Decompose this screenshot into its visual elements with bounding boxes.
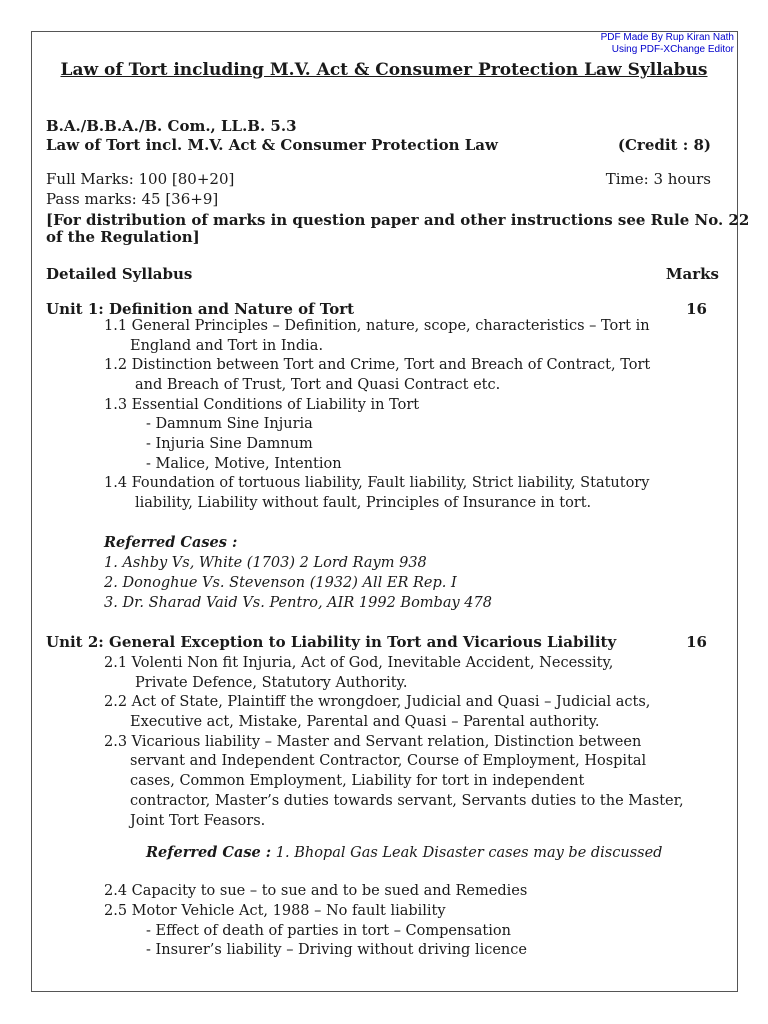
- unit-2-line: Joint Tort Feasors.: [130, 813, 266, 829]
- marks-heading: Marks: [665, 265, 719, 283]
- referred-case-text: 1. Bhopal Gas Leak Disaster cases may be discussed: [271, 845, 663, 861]
- unit-2-line: contractor, Master’s duties towards servant, Servants duties to the Master,: [130, 793, 684, 809]
- unit-2-line: 2.3 Vicarious liability – Master and Servant relation, Distinction between: [104, 734, 642, 750]
- unit-2-marks: 16: [686, 633, 707, 651]
- referred-cases-heading: Referred Cases :: [104, 534, 238, 551]
- unit-1-line: 1.2 Distinction between Tort and Crime, Tort and Breach of Contract, Tort: [104, 357, 651, 373]
- unit-2-line: - Effect of death of parties in tort – Compensation: [146, 923, 511, 939]
- unit-1-title: Unit 1: Definition and Nature of Tort: [46, 300, 355, 318]
- unit-2-line: 2.4 Capacity to sue – to sue and to be sued and Remedies: [104, 883, 528, 899]
- watermark: [601, 32, 734, 56]
- unit-2-line: Executive act, Mistake, Parental and Quasi – Parental authority.: [130, 714, 600, 730]
- unit-2-line: servant and Independent Contractor, Course of Employment, Hospital: [130, 753, 647, 769]
- pass-marks: Pass marks: 45 [36+9]: [46, 190, 219, 208]
- unit-2-line: Private Defence, Statutory Authority.: [135, 675, 408, 691]
- unit-2-line: 2.2 Act of State, Plaintiff the wrongdoer, Judicial and Quasi – Judicial acts,: [104, 694, 651, 710]
- unit-2-line: - Insurer’s liability – Driving without driving licence: [146, 942, 527, 958]
- unit-1-line: 1.4 Foundation of tortuous liability, Fault liability, Strict liability, Statutory: [104, 475, 650, 491]
- time-label: Time: 3 hours: [605, 170, 711, 188]
- referred-case-line: [146, 843, 662, 863]
- referred-case-item: 2. Donoghue Vs. Stevenson (1932) All ER Rep. I: [104, 575, 457, 591]
- subject-line: Law of Tort incl. M.V. Act & Consumer Protection Law: [46, 136, 498, 154]
- unit-1-line: liability, Liability without fault, Principles of Insurance in tort.: [135, 495, 592, 511]
- referred-case-item: 1. Ashby Vs, White (1703) 2 Lord Raym 938: [104, 555, 427, 571]
- unit-1-marks: 16: [686, 300, 707, 318]
- unit-1-line: - Injuria Sine Damnum: [146, 436, 313, 452]
- unit-2-line: 2.1 Volenti Non fit Injuria, Act of God, Inevitable Accident, Necessity,: [104, 655, 614, 671]
- unit-2-line: 2.5 Motor Vehicle Act, 1988 – No fault liability: [104, 903, 446, 919]
- unit-1-line: England and Tort in India.: [130, 338, 324, 354]
- watermark-line-2: Using PDF-XChange Editor: [611, 44, 734, 55]
- unit-2-line: cases, Common Employment, Liability for tort in independent: [130, 773, 585, 789]
- unit-1-line: and Breach of Trust, Tort and Quasi Contract etc.: [135, 377, 501, 393]
- detailed-syllabus-heading: Detailed Syllabus: [46, 265, 193, 283]
- referred-case-label: Referred Case :: [146, 844, 272, 861]
- course-line: B.A./B.B.A./B. Com., LL.B. 5.3: [46, 117, 297, 135]
- instructions-line-2: of the Regulation]: [46, 228, 200, 246]
- document-title: Law of Tort including M.V. Act & Consumer Protection Law Syllabus: [60, 60, 708, 80]
- unit-1-line: 1.3 Essential Conditions of Liability in Tort: [104, 397, 420, 413]
- credit-label: (Credit : 8): [617, 136, 711, 154]
- unit-1-line: 1.1 General Principles – Definition, nature, scope, characteristics – Tort in: [104, 318, 650, 334]
- full-marks: Full Marks: 100 [80+20]: [46, 170, 235, 188]
- unit-1-line: - Damnum Sine Injuria: [146, 416, 313, 432]
- unit-1-line: - Malice, Motive, Intention: [146, 456, 342, 472]
- watermark-line-1: PDF Made By Rup Kiran Nath: [600, 32, 734, 43]
- referred-case-item: 3. Dr. Sharad Vaid Vs. Pentro, AIR 1992 Bombay 478: [104, 595, 492, 611]
- instructions-line-1: [For distribution of marks in question paper and other instructions see Rule No. 22: [46, 211, 750, 229]
- unit-2-title: Unit 2: General Exception to Liability in Tort and Vicarious Liability: [46, 633, 617, 651]
